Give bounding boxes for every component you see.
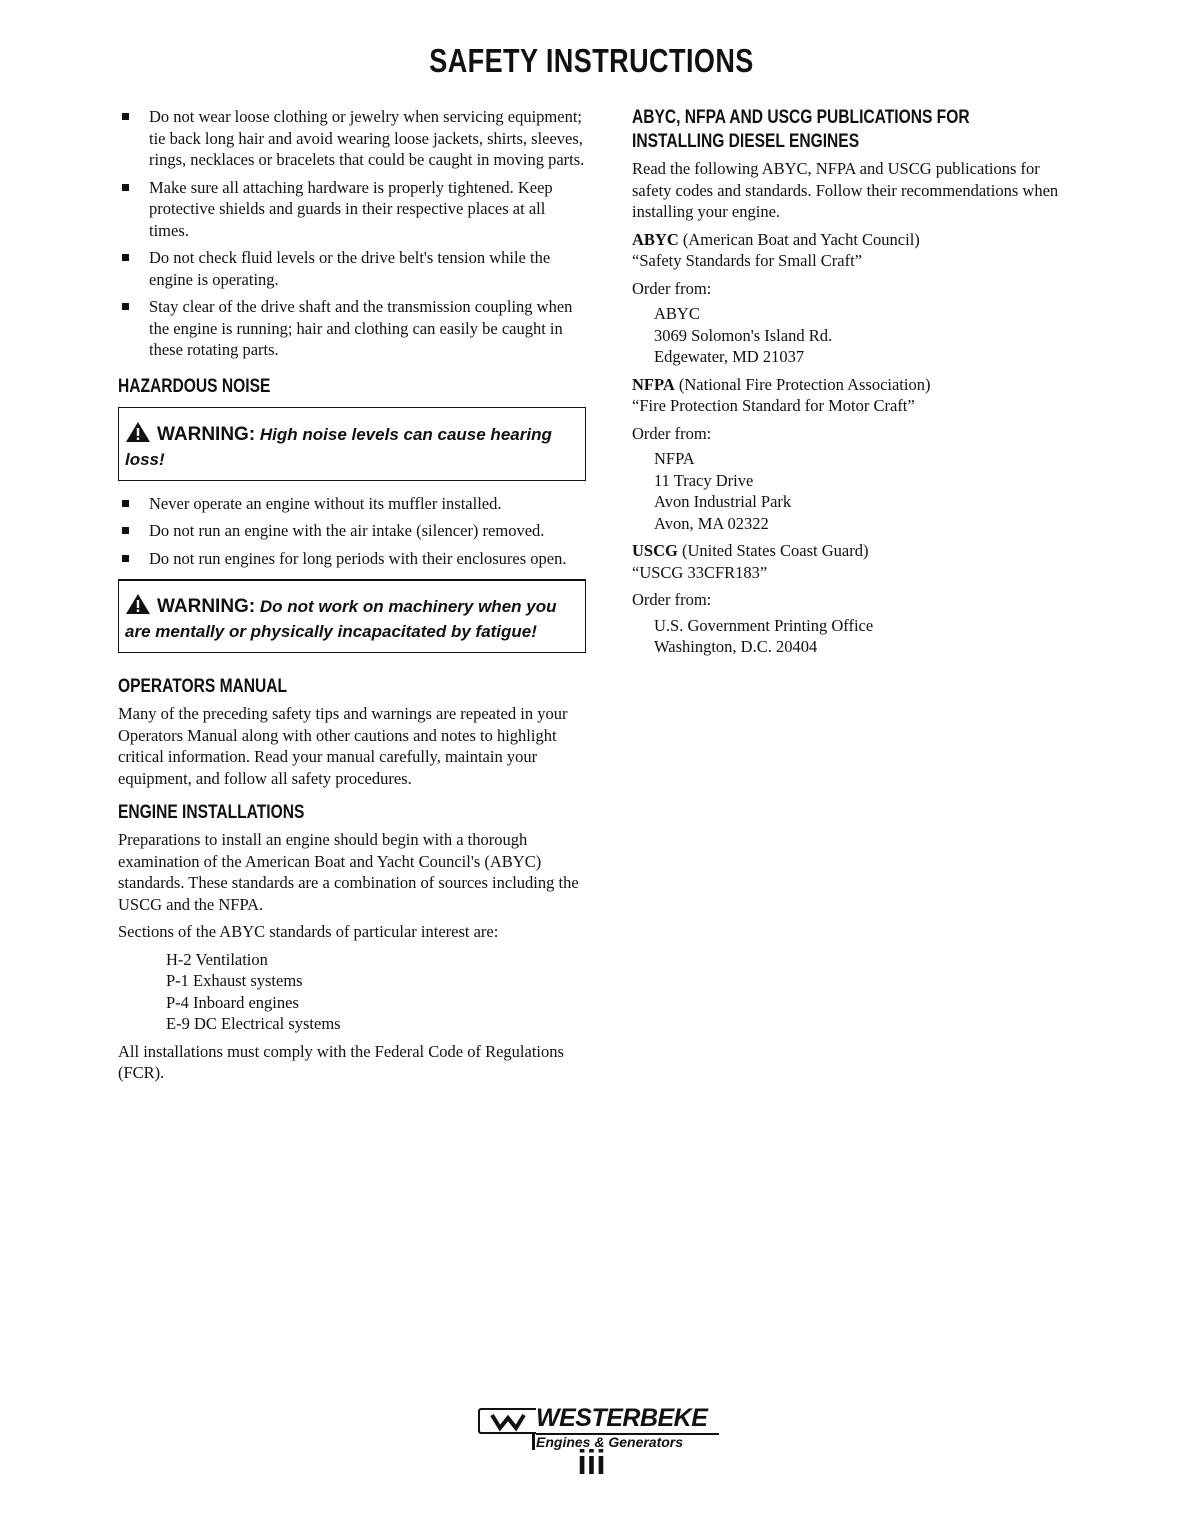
- list-item: H-2 Ventilation: [166, 949, 268, 969]
- publications-intro: Read the following ABYC, NFPA and USCG publications for safety codes and standards. Follow their recommendations when installing your engine.: [632, 159, 1059, 221]
- publications-heading: ABYC, NFPA AND USCG PUBLICATIONS FOR: [632, 107, 970, 128]
- engine-installations-heading: ENGINE INSTALLATIONS: [118, 802, 305, 823]
- uscg-address: U.S. Government Printing Office Washington, D.C. 20404: [654, 615, 874, 656]
- nfpa-order-from: Order from:: [632, 423, 712, 443]
- safety-bullet-list: [118, 106, 588, 361]
- abyc-abbr: ABYC: [632, 229, 679, 249]
- abyc-address: ABYC 3069 Solomon's Island Rd. Edgewater, MD 21037: [654, 304, 833, 366]
- uscg-full-name: (United States Coast Guard): [681, 541, 869, 560]
- list-item: Make sure all attaching hardware is properly tightened. Keep protective shields and guards in their respective places at all times.: [118, 177, 588, 242]
- uscg-abbr: USCG: [632, 541, 678, 560]
- fatigue-warning-box: [118, 579, 586, 653]
- brand-name: WESTERBEKE: [536, 1404, 719, 1435]
- list-item: Do not check fluid levels or the drive belt's tension while the engine is operating.: [118, 247, 588, 290]
- bullet-icon: [122, 303, 129, 310]
- publications-heading-line2: INSTALLING DIESEL ENGINES: [632, 131, 860, 152]
- abyc-publication: “Safety Standards for Small Craft”: [632, 251, 863, 270]
- page-number: iii: [577, 1444, 606, 1482]
- warning-triangle-icon: [125, 593, 151, 615]
- uscg-publication: “USCG 33CFR183”: [632, 562, 768, 582]
- nfpa-abbr: NFPA: [632, 374, 675, 394]
- bullet-icon: [122, 254, 129, 261]
- list-item: Stay clear of the drive shaft and the transmission coupling when the engine is running; hair and clothing can easily be caught in these rotating parts.: [118, 296, 588, 361]
- list-item: P-4 Inboard engines: [166, 992, 299, 1012]
- bullet-icon: [122, 555, 129, 562]
- abyc-sections-intro: Sections of the ABYC standards of particular interest are:: [118, 922, 499, 941]
- abyc-full-name: (American Boat and Yacht Council): [682, 229, 920, 249]
- abyc-entry: [632, 229, 1082, 368]
- warning-box-top-rule: [119, 407, 585, 409]
- abyc-order-from: Order from:: [632, 278, 712, 298]
- right-column: [632, 106, 1082, 658]
- nfpa-publication: “Fire Protection Standard for Motor Craft”: [632, 396, 915, 415]
- nfpa-address: NFPA 11 Tracy Drive Avon Industrial Park Avon, MA 02322: [654, 449, 792, 533]
- bullet-icon: [122, 184, 129, 191]
- nfpa-entry: [632, 374, 1082, 535]
- list-item: Do not run engines for long periods with their enclosures open.: [118, 548, 588, 570]
- nfpa-full-name: (National Fire Protection Association): [678, 374, 931, 394]
- warning-label: WARNING:: [157, 596, 256, 617]
- uscg-order-from: Order from:: [632, 590, 712, 609]
- warning-text: High noise levels can cause hearing loss!: [125, 424, 552, 469]
- operators-manual-text: Many of the preceding safety tips and warnings are repeated in your Operators Manual along with other cautions and notes to highlight critical information. Read your manual carefully, maintain your equipment, and follow all safety procedures.: [118, 704, 568, 788]
- w-mark-icon: [480, 1410, 536, 1432]
- noise-warning-box: [118, 407, 586, 481]
- brand-tagline: Engines & Generators: [536, 1434, 684, 1450]
- warning-text: Do not work on machinery when you are mentally or physically incapacitated by fatigue!: [125, 597, 557, 641]
- list-item: E-9 DC Electrical systems: [166, 1014, 341, 1033]
- list-item: Do not wear loose clothing or jewelry when servicing equipment; tie back long hair and avoid wearing loose jackets, shirts, sleeves, rings, necklaces or bracelets that could be caught in moving parts.: [118, 106, 588, 171]
- list-item: Never operate an engine without its muffler installed.: [118, 493, 588, 515]
- bullet-icon: [122, 500, 129, 507]
- fcr-compliance-text: All installations must comply with the Federal Code of Regulations (FCR).: [118, 1041, 564, 1082]
- bullet-icon: [122, 527, 129, 534]
- left-column: [118, 106, 588, 1090]
- abyc-sections-list: [118, 949, 588, 1035]
- uscg-entry: [632, 540, 1082, 658]
- page-title: SAFETY INSTRUCTIONS: [429, 42, 754, 79]
- engine-installations-text: Preparations to install an engine should begin with a thorough examination of the American Boat and Yacht Council's (ABYC) standards. These standards are a combination of sources including the USCG and the NFPA.: [118, 830, 579, 914]
- noise-bullet-list: [118, 493, 588, 570]
- hazardous-noise-heading: HAZARDOUS NOISE: [118, 375, 271, 397]
- warning-label: WARNING:: [157, 423, 256, 445]
- warning-triangle-icon: [125, 421, 151, 443]
- list-item: P-1 Exhaust systems: [166, 971, 303, 990]
- logo-emblem: [478, 1408, 536, 1434]
- operators-manual-heading: OPERATORS MANUAL: [118, 676, 288, 697]
- list-item: Do not run an engine with the air intake (silencer) removed.: [118, 520, 588, 542]
- warning-box-top-rule: [119, 579, 585, 581]
- bullet-icon: [122, 113, 129, 120]
